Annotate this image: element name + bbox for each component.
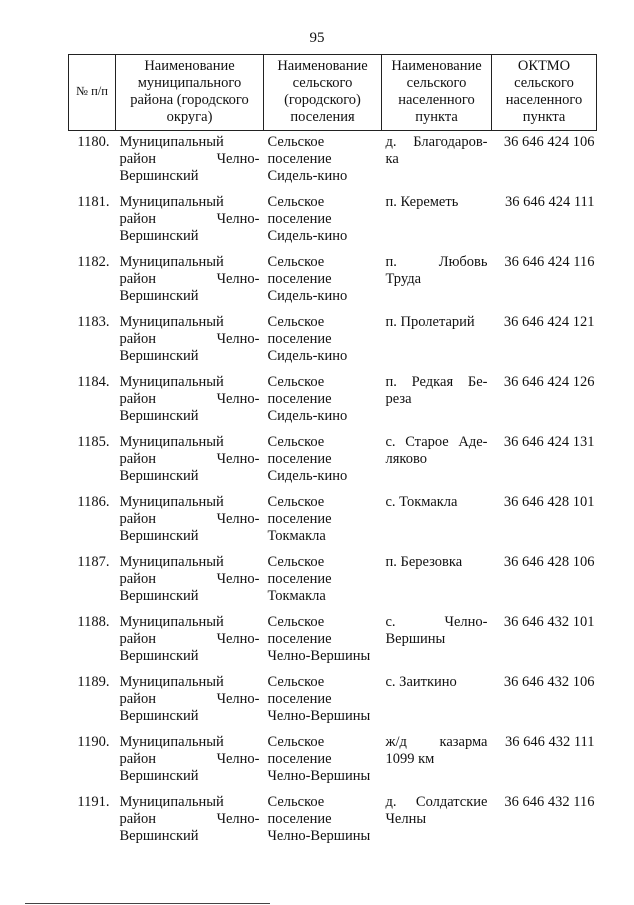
row-locality-text: ж/д казарма 1099 км (385, 734, 488, 767)
row-district-text: Муниципальный район Челно-Вершинский (119, 434, 260, 484)
row-settlement-text: Сельское поселение Сидель-кино (267, 374, 348, 424)
row-settlement (264, 194, 382, 254)
row-locality (382, 131, 492, 195)
row-number: 1184. (77, 374, 110, 390)
header-settlement: Наименование сельского (городского) поселения (264, 55, 382, 131)
row-settlement (264, 614, 382, 674)
row-settlement-text: Сельское поселение Челно-Вершины (267, 794, 371, 844)
row-settlement (264, 131, 382, 195)
row-district (116, 674, 264, 734)
row-locality (382, 554, 492, 614)
row-district-text: Муниципальный район Челно-Вершинский (119, 554, 260, 604)
row-district (116, 131, 264, 195)
row-number: 1186. (77, 494, 110, 510)
row-settlement (264, 734, 382, 794)
table-row (69, 434, 597, 494)
row-number: 1187. (77, 554, 110, 570)
row-locality (382, 614, 492, 674)
row-oktmo: 36 646 428 106 (503, 554, 595, 570)
table-row (69, 131, 597, 195)
row-number: 1190. (77, 734, 110, 750)
header-locality: Наименование сельского населенного пункта (382, 55, 492, 131)
row-district-text: Муниципальный район Челно-Вершинский (119, 494, 260, 544)
row-district-text: Муниципальный район Челно-Вершинский (119, 134, 260, 184)
row-locality-text: д. Благодаров-ка (385, 134, 488, 167)
row-district-text: Муниципальный район Челно-Вершинский (119, 674, 260, 724)
row-oktmo: 36 646 432 111 (504, 734, 595, 750)
row-district (116, 194, 264, 254)
table-body (69, 131, 597, 855)
row-oktmo: 36 646 424 116 (504, 254, 595, 270)
row-settlement-text: Сельское поселение Сидель-кино (267, 254, 348, 304)
row-locality (382, 194, 492, 254)
table-row (69, 494, 597, 554)
row-oktmo: 36 646 432 106 (503, 674, 595, 690)
row-settlement-text: Сельское поселение Сидель-кино (267, 314, 348, 364)
row-settlement (264, 674, 382, 734)
row-district (116, 254, 264, 314)
row-locality-text: п. Березовка (385, 554, 463, 570)
row-number: 1181. (77, 194, 110, 210)
table-row (69, 314, 597, 374)
row-locality-text: с. Заиткино (385, 674, 457, 690)
table-row (69, 614, 597, 674)
table-row (69, 374, 597, 434)
footer-rule (25, 903, 270, 904)
row-number: 1185. (77, 434, 110, 450)
row-locality-text: п. Пролетарий (385, 314, 475, 330)
row-settlement-text: Сельское поселение Челно-Вершины (267, 734, 371, 784)
row-settlement-text: Сельское поселение Сидель-кино (267, 194, 348, 244)
row-settlement (264, 374, 382, 434)
row-locality-text: с. Токмакла (385, 494, 458, 510)
row-district (116, 494, 264, 554)
header-oktmo: ОКТМО сельского населенного пункта (492, 55, 597, 131)
row-settlement (264, 254, 382, 314)
row-oktmo: 36 646 432 116 (504, 794, 595, 810)
header-number: № п/п (69, 55, 116, 131)
row-locality (382, 314, 492, 374)
row-oktmo: 36 646 424 106 (503, 134, 595, 150)
row-district (116, 434, 264, 494)
row-locality (382, 794, 492, 854)
row-number: 1183. (77, 314, 110, 330)
row-district (116, 794, 264, 854)
row-locality-text: с. Старое Аде-ляково (385, 434, 488, 467)
row-settlement (264, 314, 382, 374)
row-locality (382, 254, 492, 314)
row-oktmo: 36 646 424 121 (503, 314, 595, 330)
row-settlement (264, 434, 382, 494)
row-settlement-text: Сельское поселение Челно-Вершины (267, 614, 371, 664)
row-oktmo: 36 646 424 131 (503, 434, 595, 450)
row-oktmo: 36 646 424 126 (503, 374, 595, 390)
row-locality (382, 494, 492, 554)
row-district (116, 554, 264, 614)
row-number: 1189. (77, 674, 110, 690)
row-district (116, 314, 264, 374)
table-row (69, 794, 597, 854)
header-district: Наименование муниципального района (городского округа) (116, 55, 264, 131)
row-number: 1180. (77, 134, 110, 150)
table-header (69, 55, 597, 131)
row-settlement-text: Сельское поселение Челно-Вершины (267, 674, 371, 724)
row-settlement-text: Сельское поселение Токмакла (267, 554, 332, 604)
row-settlement (264, 494, 382, 554)
row-district (116, 374, 264, 434)
table-row (69, 194, 597, 254)
table-row (69, 674, 597, 734)
page-number: 95 (309, 30, 325, 46)
table-row (69, 734, 597, 794)
row-locality-text: п. Кереметь (385, 194, 459, 210)
row-locality-text: д. Солдатские Челны (385, 794, 488, 827)
row-district-text: Муниципальный район Челно-Вершинский (119, 254, 260, 304)
row-locality-text: п. Любовь Труда (385, 254, 488, 287)
row-settlement-text: Сельское поселение Сидель-кино (267, 434, 348, 484)
row-locality (382, 374, 492, 434)
row-number: 1188. (77, 614, 110, 630)
row-district-text: Муниципальный район Челно-Вершинский (119, 614, 260, 664)
row-locality (382, 734, 492, 794)
row-oktmo: 36 646 428 101 (503, 494, 595, 510)
row-settlement (264, 794, 382, 854)
table-row (69, 554, 597, 614)
row-locality-text: п. Редкая Бе-реза (385, 374, 488, 407)
row-oktmo: 36 646 424 111 (504, 194, 595, 210)
table-row (69, 254, 597, 314)
row-settlement-text: Сельское поселение Сидель-кино (267, 134, 348, 184)
row-district-text: Муниципальный район Челно-Вершинский (119, 194, 260, 244)
row-district-text: Муниципальный район Челно-Вершинский (119, 734, 260, 784)
row-number: 1182. (77, 254, 110, 270)
row-settlement (264, 554, 382, 614)
row-locality (382, 434, 492, 494)
row-district-text: Муниципальный район Челно-Вершинский (119, 794, 260, 844)
row-number: 1191. (77, 794, 110, 810)
row-district (116, 614, 264, 674)
row-district-text: Муниципальный район Челно-Вершинский (119, 314, 260, 364)
row-district-text: Муниципальный район Челно-Вершинский (119, 374, 260, 424)
row-district (116, 734, 264, 794)
row-locality (382, 674, 492, 734)
row-locality-text: с. Челно-Вершины (385, 614, 488, 647)
row-oktmo: 36 646 432 101 (503, 614, 595, 630)
settlements-table (68, 54, 597, 854)
row-settlement-text: Сельское поселение Токмакла (267, 494, 332, 544)
